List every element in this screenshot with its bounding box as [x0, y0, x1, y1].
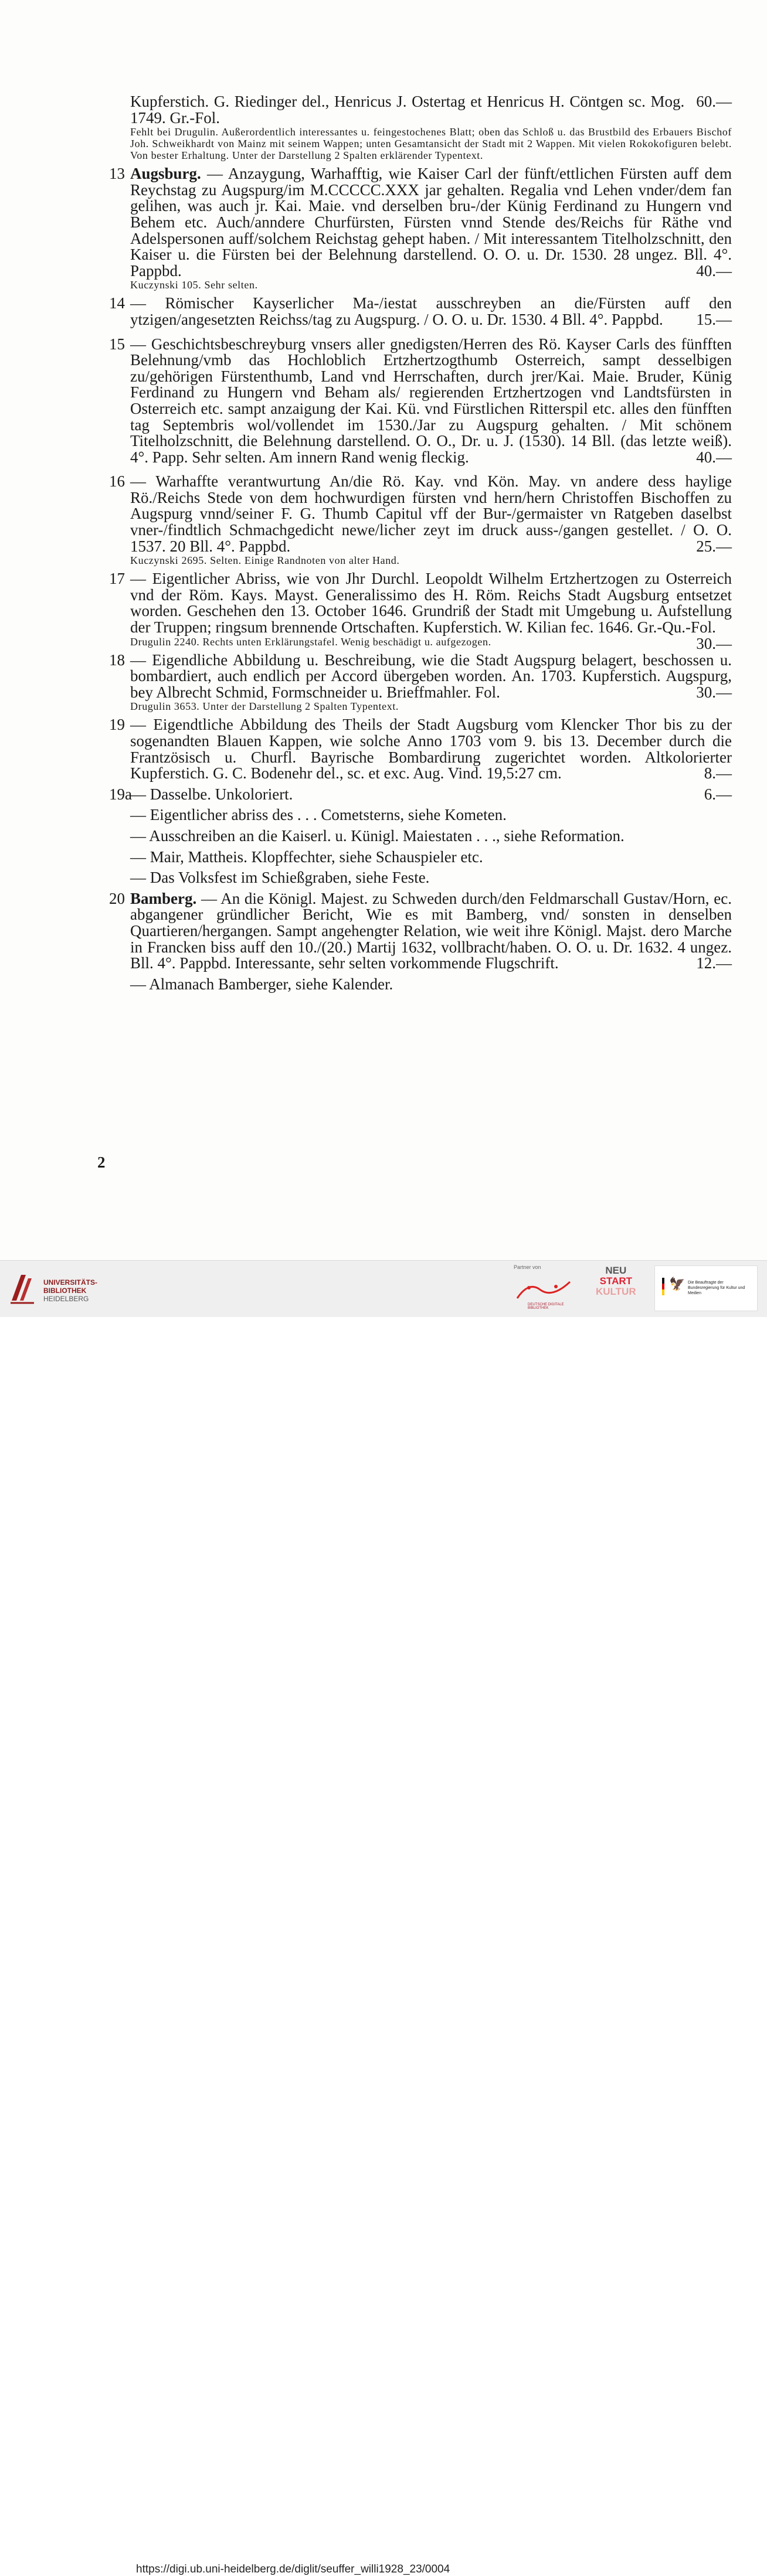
entry-text: — Eigentlicher Abriss, wie von Jhr Durchl. Leopoldt Wilhelm Ertzhertzogen zu Osterreich vnd der Röm. Kays. Mayst. Generalissimo des H. Röm. Reichs Stadt Augsburg entsetzet worden. Geschehen den 13. October 1646. Grundriß der Stadt mit Umgebung u. Aufstellung der Truppen; ringsum brennende Ortschaften. Kupferstich. W. Kilian fec. 1646. Gr.-Qu.-Fol. [130, 570, 732, 637]
entry-text: — Römischer Kayserlicher Ma-/iestat ausschreyben an die/Fürsten auff den ytzigen/angesetzten Reichss/tag zu Augspurg. / O. O. u. Dr. 1530. 4 Bll. 4°. Pappbd. [130, 294, 732, 328]
price: 8.— [704, 764, 732, 782]
partner-label: Partner von [514, 1264, 541, 1270]
library-name[interactable]: UNIVERSITÄTS- BIBLIOTHEK HEIDELBERG [43, 1278, 98, 1303]
entry-note: Kuczynski 2695. Selten. Einige Randnoten von alter Hand. [130, 554, 400, 567]
cross-reference [109, 849, 732, 866]
entry-text: — Warhaffte verantwurtung An/die Rö. Kay. vnd Kön. May. vn andere dess haylige Rö./Reichs Stede von dem hochwurdigen fürsten vnd hern/hern Christoffen Bischoffen zu Augspurg vnnd/seiner F. G. Thumb Capitul vff der Bur-/germaister vn Ratgeben daselbst vner-/findtlich Schmachgedicht newe/licher zeyt im druck auss-/gangen gestellet. / O. O. 1537. 20 Bll. 4°. Pappbd. [130, 472, 732, 555]
price: 12.— [696, 954, 732, 972]
entry-text: — Mair, Mattheis. Klopffechter, siehe Schauspieler etc. [130, 848, 483, 866]
catalog-entry [109, 787, 732, 803]
price: 60.— [696, 93, 732, 110]
catalog-entry [109, 891, 732, 972]
entry-note: Drugulin 2240. Rechts unten Erklärungstafel. Wenig beschädigt u. aufgezogen. [130, 635, 491, 648]
entry-number: 14 [109, 294, 125, 312]
catalog-entry [109, 336, 732, 466]
price: 30.— [696, 634, 732, 652]
page-number: 2 [97, 1153, 106, 1171]
price: 30.— [696, 683, 732, 701]
catalog-entry [109, 717, 732, 781]
catalog-entry [109, 570, 732, 652]
entry-number: 15 [109, 335, 125, 353]
entry-heading: Bamberg. [130, 889, 197, 907]
cross-reference [109, 976, 732, 993]
entry-number: 13 [109, 165, 125, 183]
price: 25.— [696, 537, 732, 555]
dbk-logo-icon[interactable] [511, 1275, 576, 1307]
entry-text: — Das Volksfest im Schießgraben, siehe Feste. [130, 869, 430, 887]
entry-note: Kuczynski 105. Sehr selten. [130, 279, 258, 291]
entry-note: Fehlt bei Drugulin. Außerordentlich interessantes u. feingestochenes Blatt; oben das Schloß u. das Brustbild des Erbauers Bischof Joh. Schweikhardt von Mainz mit seinem Wappen; unten Gesamtansicht der Stadt mit 2 Wappen. Mit vielen Rokokofiguren belebt. Von bester Erhaltung. Unter der Darstellung 2 Spalten erklärender Typentext. [130, 126, 732, 162]
cross-reference [109, 807, 732, 823]
entry-text: — Geschichtsbeschreyburg vnsers aller gnedigsten/Herren des Rö. Kayser Carls des fünfften Belehnung/vmb das Hochloblich Ertzhertzogthumb Osterreich, sampt desselbigen zu/gehörigen Fürstenthumb, Land vnd Herrschaften, durch jrer/Kai. Maie. Bruder, Künig Ferdinand zu Hungern vnd Beham als/ regierenden Ertzhertzogen vnd Landtsfürsten in Osterreich etc. sampt anzaigung der Kai. Kü. vnd Fürstlichen Ritterspil etc. alles den fünfften tag Septembris wol/vollendet im 1530./Jar zu Augspurg gehalten. / Mit schönem Titelholzschnitt, die Belehnung darstellend. O. O., Dr. u. J. (1530). 14 Bll. (das letzte weiß). 4°. Papp. Sehr selten. Am innern Rand wenig fleckig. [130, 335, 732, 466]
cross-reference [109, 870, 732, 886]
entry-text: — Anzaygung, Warhafftig, wie Kaiser Carl der fünft/ettlichen Fürsten auff dem Reychstag zu Augspurg/im M.CCCCC.XXX jar gehalten. Regalia vnd Lehen vnder/dem fan gelihen, was auch jr. Kai. Maie. vnd derselben bru-/der Künig Ferdinand zu Hungern vnd Behem etc. Auch/anndere Churfürsten, Fürsten vnnd Stende des/Reichs für Räthe vnd Adelspersonen auff/solchem Reichstag gehept haben. / Mit interessantem Titelholzschnitt, den Kaiser u. die Fürsten bei der Belehnung darstellend. O. O. u. Dr. 1530. 28 ungez. Bll. 4°. Pappbd. [130, 165, 732, 280]
permalink-url[interactable]: https://digi.ub.uni-heidelberg.de/diglit/seuffer_willi1928_23/0004 [136, 2563, 450, 2575]
entry-text: Kupferstich. G. Riedinger del., Henricus J. Ostertag et Henricus H. Cöntgen sc. Mog. 1749. Gr.-Fol. [130, 93, 685, 127]
entry-text: — Almanach Bamberger, siehe Kalender. [130, 975, 393, 993]
document-page [0, 0, 767, 1260]
entry-number: 16 [109, 472, 125, 491]
bkm-logo[interactable]: 🦅 Die Beauftragte der Bundesregierung für Kultur und Medien [654, 1265, 758, 1311]
entry-text: — Eigendtliche Abbildung des Theils der Stadt Augsburg vom Klencker Thor bis zu der sogenandten Blauen Kappen, wie solche Anno 1703 vom 9. bis 13. December durch die Frantzösisch u. Churfl. Bayrische Bombardirung zugerichtet worden. Altkolorierter Kupferstich. G. C. Bodenehr del., sc. et exc. Aug. Vind. 19,5:27 cm. [130, 716, 732, 782]
catalog-column [109, 94, 732, 992]
eagle-icon: 🦅 [669, 1277, 685, 1291]
catalog-entry [109, 652, 732, 713]
entry-number: 19a [109, 785, 132, 803]
price: 6.— [704, 785, 732, 803]
entry-text: — Dasselbe. Unkoloriert. [130, 785, 293, 803]
heidelberg-logo-icon[interactable] [8, 1270, 39, 1308]
dbk-text: DEUTSCHE DIGITALE BIBLIOTHEK [528, 1303, 564, 1310]
catalog-entry [109, 94, 732, 161]
cross-reference [109, 828, 732, 845]
entry-text: — Eigendliche Abbildung u. Beschreibung, wie die Stadt Augspurg belagert, beschossen u. bombardiert, auch endlich per Accord übergeben worden. An. 1703. Kupferstich. Augspurg, bey Albrecht Schmid, Formschneider u. Brieffmahler. Fol. [130, 651, 732, 701]
neustart-kultur-logo[interactable]: NEU START KULTUR [596, 1265, 636, 1297]
price: 15.— [696, 310, 732, 328]
entry-text: — Eigentlicher abriss des . . . Cometsterns, siehe Kometen. [130, 806, 507, 824]
viewer-footer [0, 1260, 767, 2575]
entry-number: 18 [109, 651, 125, 669]
entry-heading: Augsburg. [130, 165, 201, 183]
price: 40.— [696, 261, 732, 280]
entry-number: 20 [109, 889, 125, 907]
entry-text: — An die Königl. Majest. zu Schweden durch/den Feldmarschall Gustav/Horn, ec. abgangener gründlicher Bericht, Wie es mit Bamberg, vnd/ sonsten in denselben Quartieren/hergangen. Sampt angehengter Relation, wie weit ihre Königl. Majst. dero Marche in Francken biss auff den 10./(20.) Martij 1632, vollbracht/haben. O. O. u. Dr. 1632. 4 ungez. Bll. 4°. Pappbd. Interessante, sehr selten vorkommende Flugschrift. [130, 889, 732, 972]
price: 40.— [696, 448, 732, 466]
catalog-entry [109, 166, 732, 291]
entry-note: Drugulin 3653. Unter der Darstellung 2 Spalten Typentext. [130, 700, 399, 713]
entry-number: 17 [109, 570, 125, 588]
catalog-entry [109, 295, 732, 328]
entry-number: 19 [109, 716, 125, 734]
catalog-entry [109, 474, 732, 566]
entry-text: — Ausschreiben an die Kaiserl. u. Künigl. Maiestaten . . ., siehe Reformation. [130, 826, 625, 845]
